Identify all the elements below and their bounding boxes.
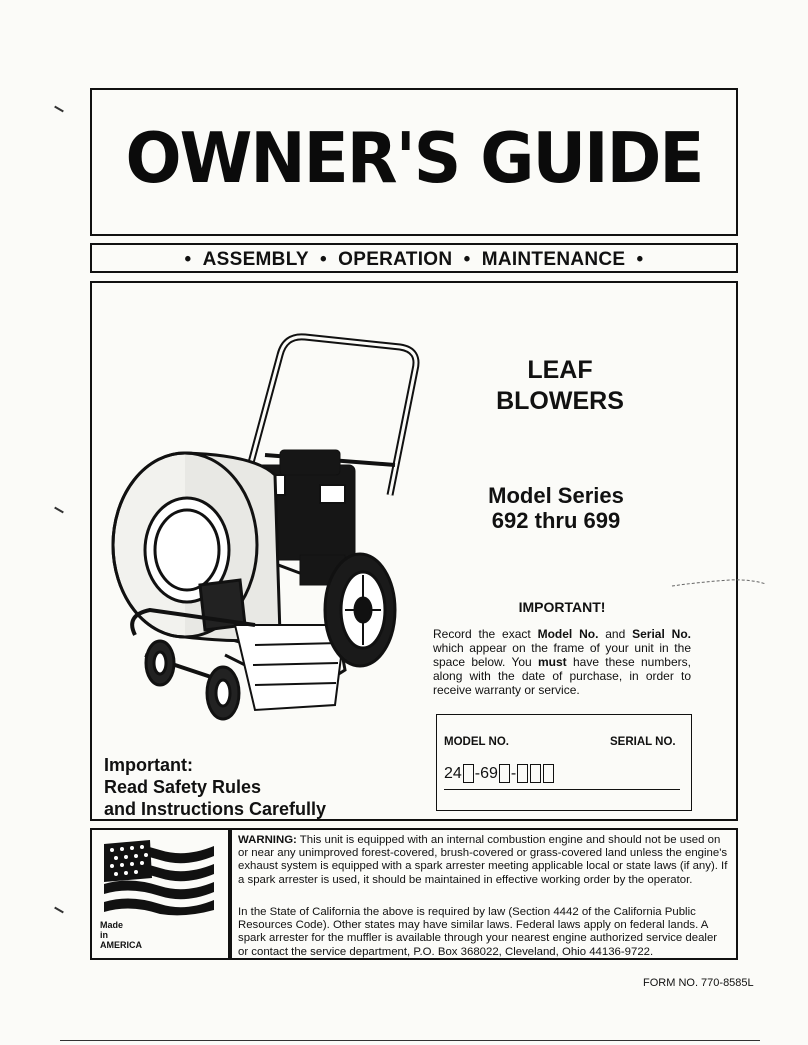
warning-label: WARNING: [238, 834, 297, 846]
warning-paragraph-1: WARNING: This unit is equipped with an internal combustion engine and should not be used on or near any unimproved forest-covered, brush-covered or grass-covered land unless the engine's exhaust system is equipped with a spark arrester meeting applicable local or state laws (if any). If a spark arrester is used, it should be maintained in effective working order by the operator. [238, 834, 728, 886]
serial-no-label: SERIAL NO. [610, 736, 676, 748]
margin-mark [54, 507, 64, 514]
subtitle-assembly: ASSEMBLY [202, 249, 309, 270]
leaf-blower-illustration [105, 325, 435, 725]
bullet: • [636, 249, 644, 270]
safety-note [104, 754, 384, 820]
product-title [470, 355, 650, 417]
subtitle-box [90, 243, 738, 273]
safety-line1: Important: [104, 755, 193, 775]
serial-digit-box[interactable] [530, 764, 541, 783]
model-serial-entry [444, 764, 555, 783]
subtitle-operation: OPERATION [338, 249, 453, 270]
form-number: FORM NO. 770-8585L [643, 977, 754, 989]
warning-paragraph-2: In the State of California the above is required by law (Section 4442 of the California Public Resources Code). Other states may have similar laws. Federal laws apply on federal lands. A spark arrester for the muffler is available through your nearest engine authorized service dealer or contact the service department, P.O. Box 368022, Cleveland, Ohio 44136-9722. [238, 906, 718, 958]
made-in-america-text: Made in AMERICA [100, 920, 142, 950]
model-serial-box [436, 714, 692, 811]
page-title: OWNER'S GUIDE [125, 118, 703, 199]
product-title-line1: LEAF [527, 356, 593, 384]
entry-underline [444, 789, 680, 790]
model-no-label: MODEL NO. [444, 736, 509, 748]
bullet: • [463, 249, 471, 270]
warning-box [230, 828, 738, 960]
bullet: • [184, 249, 192, 270]
serial-digit-box[interactable] [543, 764, 554, 783]
subtitle-maintenance: MAINTENANCE [481, 249, 626, 270]
model-digit-box[interactable] [463, 764, 474, 783]
safety-line3: and Instructions Carefully [104, 799, 327, 819]
model-prefix: 24 [444, 764, 462, 782]
important-heading: IMPORTANT! [518, 599, 606, 615]
model-series [466, 483, 646, 533]
safety-line2: Read Safety Rules [104, 777, 262, 797]
title-box [90, 88, 738, 236]
made-in-america-box [90, 828, 230, 960]
margin-mark [54, 907, 64, 914]
margin-mark [54, 106, 64, 113]
product-title-line2: BLOWERS [496, 387, 624, 415]
serial-digit-box[interactable] [517, 764, 528, 783]
model-digit-box[interactable] [499, 764, 510, 783]
model-sep: - [510, 764, 517, 782]
bottom-rule [60, 1040, 760, 1041]
subtitle [92, 249, 736, 271]
bullet: • [320, 249, 327, 270]
model-series-range: 692 thru 699 [491, 508, 621, 533]
important-text: Record the exact Model No. and Serial No. which appear on the frame of your unit in the space below. You must have these numbers, along with the date of purchase, in order to receive warranty or service. [433, 627, 691, 697]
model-mid: -69 [474, 764, 498, 782]
scribble [670, 572, 770, 592]
model-series-label: Model Series [488, 483, 624, 508]
flag-icon [100, 838, 218, 918]
